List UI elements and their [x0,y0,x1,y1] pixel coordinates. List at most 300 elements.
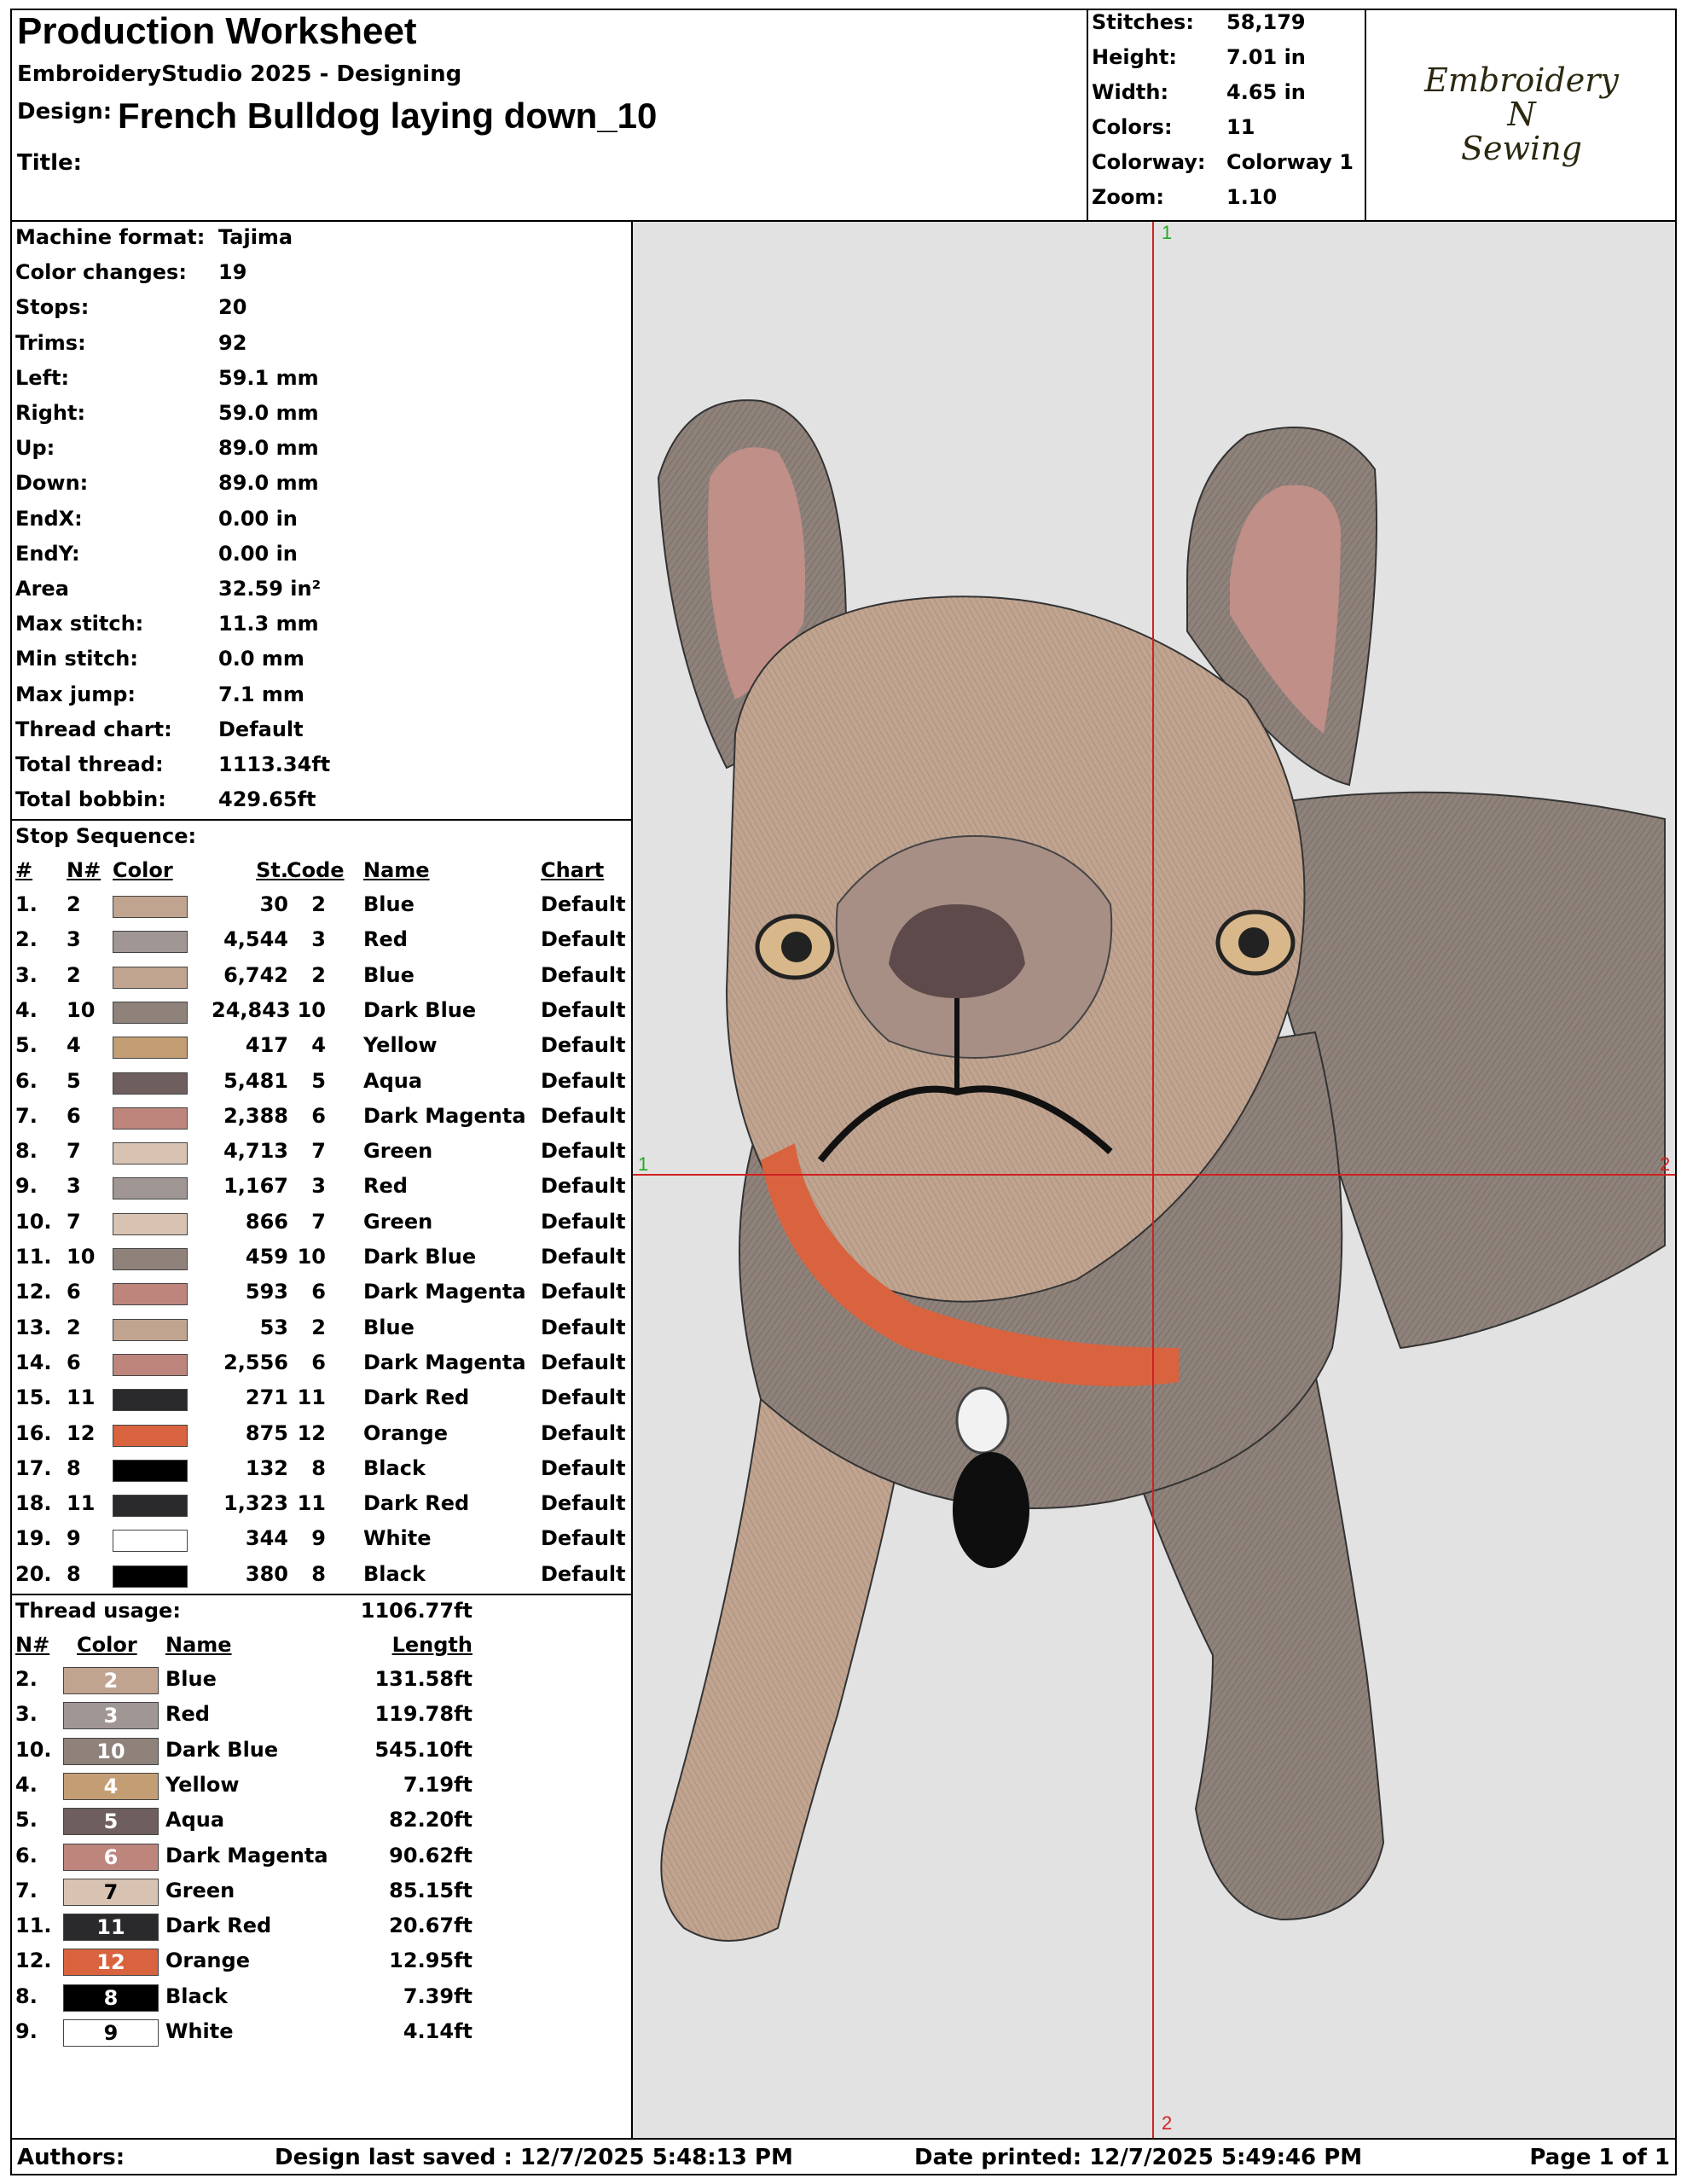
usage-needle: 5. [15,1808,38,1833]
design-name: French Bulldog laying down_10 [118,96,658,136]
footer-authors: Authors: [17,2145,125,2170]
stop-sequence-row [15,998,629,1027]
stop-code: 2 [311,962,326,987]
col-header-needle: N# [67,858,101,882]
software-name: EmbroideryStudio 2025 - Designing [17,61,462,87]
usage-needle: 12. [15,1949,52,1973]
usage-needle: 6. [15,1843,38,1867]
machine-info-value: 32.59 in² [218,577,322,601]
stop-color-name: Blue [363,962,415,987]
machine-info-value: 59.0 mm [218,401,319,425]
thread-usage-row [15,1984,629,2013]
machine-info-label: Trims: [15,330,86,355]
usage-length: 12.95ft [389,1949,472,1973]
stop-color-swatch [113,1319,188,1341]
summary-label: Zoom: [1092,185,1164,209]
stop-chart: Default [541,997,626,1022]
stop-sequence-row [15,1456,629,1485]
axis-label-left: 1 [638,1153,649,1175]
stop-color-name: Green [363,1139,433,1164]
stop-chart: Default [541,1491,626,1516]
brand-logo [1368,63,1675,166]
machine-info-value: 19 [218,260,247,285]
stop-sequence-row [15,927,629,956]
logo-line: Sewing [1461,130,1582,167]
stop-color-name: Dark Blue [363,997,477,1022]
thread-usage-row [15,1667,629,1696]
machine-info-value: 0.00 in [218,541,298,566]
stop-sequence-row [15,1174,629,1203]
usage-color-swatch: 2 [63,1667,159,1694]
usage-color-name: Green [165,1878,235,1902]
machine-info-value: 0.0 mm [218,647,304,671]
stop-color-swatch [113,1389,188,1411]
stop-index: 16. [15,1420,52,1445]
stop-sequence-row [15,963,629,992]
stop-stitches: 4,713 [223,1139,288,1164]
stop-needle: 8 [67,1455,81,1480]
stop-needle: 11 [67,1491,96,1516]
thread-usage-row [15,1844,629,1873]
machine-info-label: Total thread: [15,752,164,776]
machine-info-value: 7.1 mm [218,682,304,706]
usage-length: 545.10ft [374,1737,472,1762]
machine-info-value: 89.0 mm [218,436,319,461]
stop-chart: Default [541,1068,626,1093]
machine-info-label: Down: [15,471,89,496]
usage-color-swatch: 5 [63,1808,159,1835]
logo-divider [1365,9,1366,222]
stop-color-swatch [113,1283,188,1305]
col-header-index: # [15,858,33,882]
usage-color-swatch: 6 [63,1844,159,1871]
design-label: Design: [17,99,113,125]
usage-needle: 2. [15,1667,38,1691]
stop-stitches: 6,742 [223,962,288,987]
stop-stitches: 2,556 [223,1350,288,1374]
col-header-stitches: St. [256,858,288,882]
axis-label-bottom: 2 [1162,2112,1173,2134]
stop-chart: Default [541,1385,626,1410]
stop-sequence-row [15,892,629,921]
thread-usage-row [15,2019,629,2048]
stop-chart: Default [541,962,626,987]
stop-color-swatch [113,1107,188,1130]
stop-chart: Default [541,1139,626,1164]
stop-index: 6. [15,1068,38,1093]
usage-color-name: Yellow [165,1772,240,1797]
stop-chart: Default [541,1245,626,1269]
summary-value: 7.01 in [1226,45,1306,69]
stop-index: 13. [15,1315,52,1339]
stop-index: 14. [15,1350,52,1374]
thread-usage-row [15,1949,629,1978]
usage-header-length: Length [391,1633,472,1657]
design-summary [1092,10,1361,218]
stop-color-name: Green [363,1209,433,1234]
machine-info-label: Max jump: [15,682,136,706]
machine-info [15,224,629,817]
stop-stitches: 344 [245,1526,288,1551]
stop-color-swatch [113,1213,188,1235]
stop-index: 10. [15,1209,52,1234]
stop-stitches: 1,167 [223,1174,288,1199]
stop-chart: Default [541,927,626,952]
stop-chart: Default [541,1174,626,1199]
usage-color-name: Aqua [165,1808,225,1833]
stop-color-name: Dark Magenta [363,1350,526,1374]
usage-length: 119.78ft [374,1702,472,1727]
machine-info-value: Tajima [218,225,293,249]
stop-stitches: 132 [245,1455,288,1480]
col-header-color: Color [113,858,173,882]
machine-info-label: Right: [15,401,86,425]
summary-label: Colorway: [1092,150,1206,174]
stop-sequence [15,822,629,1590]
stop-color-name: Dark Magenta [363,1280,526,1304]
stop-color-swatch [113,1354,188,1376]
usage-needle: 7. [15,1878,38,1902]
thread-usage-row [15,1738,629,1767]
usage-length: 85.15ft [389,1878,472,1902]
usage-header-color: Color [77,1633,137,1657]
title-label: Title: [17,150,83,176]
axis-label-right: 2 [1660,1153,1671,1175]
usage-needle: 9. [15,2019,38,2043]
stop-index: 4. [15,997,38,1022]
stop-color-swatch [113,931,188,953]
stop-stitches: 30 [259,892,288,916]
stop-index: 18. [15,1491,52,1516]
stop-code: 8 [311,1561,326,1586]
stop-stitches: 380 [245,1561,288,1586]
stop-needle: 4 [67,1033,81,1058]
usage-needle: 4. [15,1772,38,1797]
page-title: Production Worksheet [17,10,417,52]
stop-color-name: Black [363,1455,426,1480]
stop-sequence-row [15,1526,629,1555]
stop-color-swatch [113,1177,188,1199]
stop-color-name: Dark Red [363,1385,470,1410]
machine-info-label: Left: [15,365,70,390]
usage-needle: 8. [15,1984,38,2008]
stop-needle: 10 [67,997,96,1022]
usage-length: 7.19ft [403,1772,472,1797]
stop-color-name: Red [363,927,408,952]
usage-color-swatch: 3 [63,1702,159,1729]
usage-color-name: Dark Magenta [165,1843,328,1867]
footer-printed: Date printed: 12/7/2025 5:49:46 PM [914,2145,1363,2170]
axis-label-top: 1 [1162,222,1173,243]
thread-usage-row [15,1879,629,1908]
stop-sequence-row [15,1139,629,1168]
stop-code: 6 [311,1103,326,1128]
stop-code: 11 [297,1385,326,1410]
usage-length: 7.39ft [403,1984,472,2008]
usage-color-name: White [165,2019,234,2043]
usage-color-name: Black [165,1984,228,2008]
stop-code: 8 [311,1455,326,1480]
stop-stitches: 4,544 [223,927,288,952]
machine-info-label: Color changes: [15,260,187,285]
stop-sequence-row [15,1069,629,1098]
stop-sequence-row [15,1421,629,1450]
stop-color-name: Red [363,1174,408,1199]
machine-info-value: 92 [218,330,247,355]
stop-needle: 8 [67,1561,81,1586]
stop-sequence-row [15,1316,629,1345]
usage-length: 131.58ft [374,1667,472,1691]
stop-chart: Default [541,892,626,916]
machine-info-label: EndY: [15,541,80,566]
stop-needle: 6 [67,1103,81,1128]
stop-code: 3 [311,1174,326,1199]
stop-code: 12 [297,1420,326,1445]
machine-info-value: 59.1 mm [218,365,319,390]
stop-index: 3. [15,962,38,987]
thread-usage-row [15,1914,629,1943]
design-preview[interactable] [633,222,1675,2138]
usage-color-name: Dark Red [165,1914,272,1938]
stop-color-swatch [113,1425,188,1447]
machine-info-label: EndX: [15,506,83,531]
thread-usage-total: 1106.77ft [360,1599,472,1623]
stop-code: 10 [297,1245,326,1269]
usage-color-name: Dark Blue [165,1737,279,1762]
stop-sequence-row [15,1104,629,1133]
stop-code: 3 [311,927,326,952]
stop-sequence-row [15,1350,629,1380]
stop-color-swatch [113,1530,188,1552]
machine-info-label: Machine format: [15,225,206,249]
machine-info-label: Up: [15,436,55,461]
usage-length: 20.67ft [389,1914,472,1938]
stop-code: 2 [311,892,326,916]
stop-color-swatch [113,967,188,989]
stop-index: 20. [15,1561,52,1586]
col-header-chart: Chart [541,858,605,882]
stop-needle: 10 [67,1245,96,1269]
stop-stitches: 2,388 [223,1103,288,1128]
usage-color-swatch: 12 [63,1949,159,1976]
stop-color-swatch [113,1248,188,1270]
stop-color-name: Black [363,1561,426,1586]
stop-color-swatch [113,1565,188,1588]
thread-usage-row [15,1808,629,1837]
stop-code: 6 [311,1280,326,1304]
col-header-code: Code [287,858,345,882]
stop-chart: Default [541,1315,626,1339]
usage-color-swatch: 11 [63,1914,159,1941]
machine-info-value: Default [218,717,304,741]
usage-color-name: Blue [165,1667,217,1691]
collar-ring [957,1388,1008,1453]
machine-info-value: 1113.34ft [218,752,331,776]
stop-index: 9. [15,1174,38,1199]
stop-needle: 7 [67,1209,81,1234]
summary-value: 1.10 [1226,185,1278,209]
left-pupil [781,932,812,962]
footer-page: Page 1 of 1 [1529,2145,1670,2170]
summary-label: Stitches: [1092,10,1194,34]
thread-usage-divider [10,1594,633,1595]
stop-chart: Default [541,1561,626,1586]
machine-info-value: 0.00 in [218,506,298,531]
logo-line: Embroidery [1424,61,1619,99]
usage-length: 90.62ft [389,1843,472,1867]
stop-index: 7. [15,1103,38,1128]
stop-index: 8. [15,1139,38,1164]
stop-index: 17. [15,1455,52,1480]
machine-info-value: 11.3 mm [218,612,319,636]
stop-stitches: 593 [245,1280,288,1304]
stop-sequence-row [15,1210,629,1239]
thread-usage-title: Thread usage: [15,1599,181,1623]
stop-index: 12. [15,1280,52,1304]
usage-needle: 10. [15,1737,52,1762]
stop-code: 2 [311,1315,326,1339]
stop-color-swatch [113,1460,188,1482]
stop-needle: 2 [67,1315,81,1339]
col-header-name: Name [363,858,430,882]
usage-color-swatch: 7 [63,1879,159,1906]
stop-needle: 3 [67,927,81,952]
stop-code: 11 [297,1491,326,1516]
usage-header-needle: N# [15,1633,50,1657]
stop-color-swatch [113,1002,188,1024]
stop-sequence-row [15,1280,629,1309]
usage-color-swatch: 8 [63,1984,159,2012]
stop-code: 6 [311,1350,326,1374]
summary-value: 11 [1226,115,1255,139]
stop-stitches: 875 [245,1420,288,1445]
stop-sequence-row [15,1385,629,1414]
right-pupil [1238,927,1269,958]
stop-needle: 3 [67,1174,81,1199]
usage-color-swatch: 4 [63,1773,159,1800]
summary-label: Height: [1092,45,1177,69]
stop-sequence-row [15,1491,629,1520]
stop-sequence-row [15,1245,629,1274]
stop-chart: Default [541,1033,626,1058]
summary-value: Colorway 1 [1226,150,1354,174]
stop-chart: Default [541,1420,626,1445]
stop-color-name: Dark Blue [363,1245,477,1269]
stop-code: 7 [311,1209,326,1234]
stop-index: 2. [15,927,38,952]
stop-needle: 6 [67,1350,81,1374]
collar-tag [953,1452,1029,1568]
summary-label: Width: [1092,80,1169,104]
stop-needle: 6 [67,1280,81,1304]
usage-length: 4.14ft [403,2019,472,2043]
stop-sequence-row [15,1562,629,1591]
stop-needle: 7 [67,1139,81,1164]
stop-needle: 9 [67,1526,81,1551]
stop-color-name: Blue [363,892,415,916]
thread-usage [15,1597,629,2135]
summary-label: Colors: [1092,115,1173,139]
stop-chart: Default [541,1209,626,1234]
stop-chart: Default [541,1526,626,1551]
stop-needle: 5 [67,1068,81,1093]
stop-color-swatch [113,896,188,918]
stop-color-name: White [363,1526,432,1551]
machine-info-label: Min stitch: [15,647,138,671]
stop-stitches: 24,843 [212,997,291,1022]
thread-usage-row [15,1773,629,1802]
stop-stitches: 5,481 [223,1068,288,1093]
bulldog-embroidery-preview [633,222,1675,2138]
machine-info-label: Max stitch: [15,612,144,636]
stop-index: 15. [15,1385,52,1410]
stop-needle: 11 [67,1385,96,1410]
usage-color-swatch: 9 [63,2019,159,2047]
logo-line: N [1507,96,1536,133]
stop-index: 11. [15,1245,52,1269]
stop-index: 19. [15,1526,52,1551]
summary-divider [1087,9,1088,222]
stop-code: 9 [311,1526,326,1551]
stop-needle: 12 [67,1420,96,1445]
machine-info-label: Stops: [15,295,90,320]
stop-stitches: 271 [245,1385,288,1410]
footer-divider [10,2138,1677,2140]
stop-color-swatch [113,1072,188,1095]
stop-sequence-title: Stop Sequence: [15,824,197,848]
stop-color-swatch [113,1495,188,1517]
stop-stitches: 1,323 [223,1491,288,1516]
stop-index: 1. [15,892,38,916]
stop-color-swatch [113,1142,188,1165]
machine-info-label: Thread chart: [15,717,172,741]
stop-needle: 2 [67,892,81,916]
stop-chart: Default [541,1103,626,1128]
stop-color-name: Orange [363,1420,448,1445]
stop-code: 5 [311,1068,326,1093]
summary-value: 4.65 in [1226,80,1306,104]
usage-needle: 11. [15,1914,52,1938]
stop-needle: 2 [67,962,81,987]
machine-info-label: Total bobbin: [15,787,166,812]
stop-chart: Default [541,1455,626,1480]
stop-stitches: 53 [259,1315,288,1339]
usage-length: 82.20ft [389,1808,472,1833]
usage-needle: 3. [15,1702,38,1727]
stop-stitches: 459 [245,1245,288,1269]
stop-color-name: Blue [363,1315,415,1339]
machine-info-value: 20 [218,295,247,320]
stop-color-swatch [113,1037,188,1059]
machine-info-value: 89.0 mm [218,471,319,496]
stop-code: 10 [297,997,326,1022]
machine-info-label: Area [15,577,69,601]
stop-index: 5. [15,1033,38,1058]
footer-saved: Design last saved : 12/7/2025 5:48:13 PM [275,2145,793,2170]
summary-value: 58,179 [1226,10,1306,34]
stop-color-name: Dark Magenta [363,1103,526,1128]
stop-stitches: 417 [245,1033,288,1058]
left-leg [661,1399,897,1941]
stop-code: 7 [311,1139,326,1164]
stop-sequence-divider [10,819,633,821]
machine-info-value: 429.65ft [218,787,316,812]
usage-color-name: Orange [165,1949,250,1973]
usage-color-swatch: 10 [63,1738,159,1765]
stop-code: 4 [311,1033,326,1058]
stop-sequence-row [15,1033,629,1062]
stop-color-name: Aqua [363,1068,423,1093]
